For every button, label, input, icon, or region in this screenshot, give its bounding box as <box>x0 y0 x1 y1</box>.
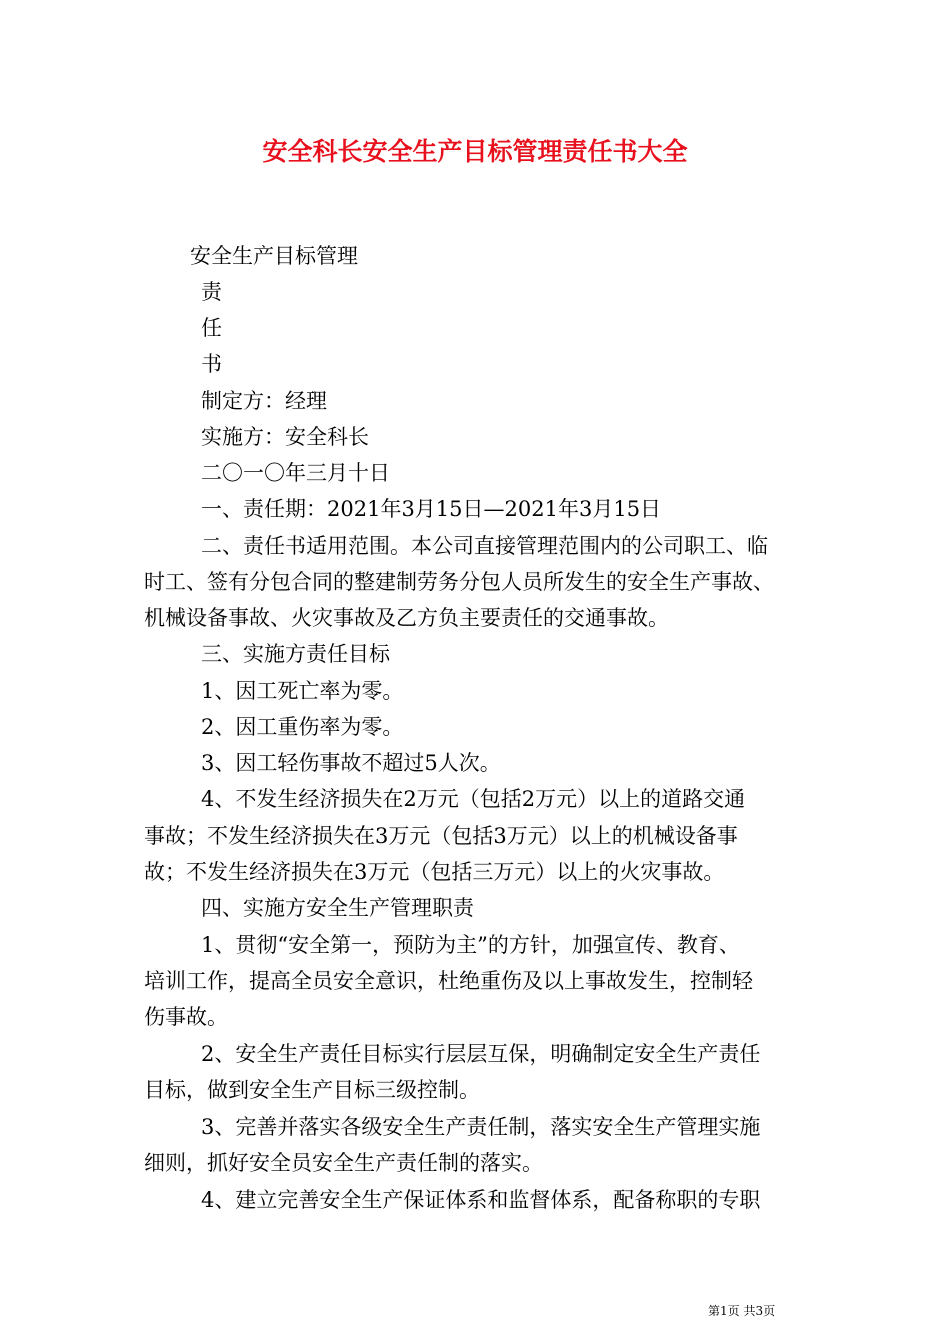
text-line: 实施方：安全科长 <box>201 425 369 449</box>
text-line: 故；不发生经济损失在3万元（包括三万元）以上的火灾事故。 <box>144 860 725 884</box>
text-line: 制定方：经理 <box>201 389 327 413</box>
page-number-footer: 第1页 共3页 <box>708 1304 776 1318</box>
text-line: 2、因工重伤率为零。 <box>201 715 404 739</box>
text-line: 3、因工轻伤事故不超过5人次。 <box>201 751 501 775</box>
text-line: 二〇一〇年三月十日 <box>201 461 390 485</box>
text-line: 4、建立完善安全生产保证体系和监督体系，配备称职的专职 <box>201 1188 761 1212</box>
text-line: 目标，做到安全生产目标三级控制。 <box>144 1078 480 1102</box>
document-title: 安全科长安全生产目标管理责任书大全 <box>262 137 688 166</box>
text-line: 4、不发生经济损失在2万元（包括2万元）以上的道路交通 <box>201 787 746 811</box>
text-line: 任 <box>201 316 222 340</box>
text-line: 1、因工死亡率为零。 <box>201 679 404 703</box>
text-line: 机械设备事故、火灾事故及乙方负主要责任的交通事故。 <box>144 606 669 630</box>
text-line: 细则，抓好安全员安全生产责任制的落实。 <box>144 1151 543 1175</box>
text-line: 四、实施方安全生产管理职责 <box>201 896 474 920</box>
text-line: 一、责任期：2021年3月15日—2021年3月15日 <box>201 497 662 521</box>
text-line: 书 <box>201 352 222 376</box>
text-line: 3、完善并落实各级安全生产责任制，落实安全生产管理实施 <box>201 1115 761 1139</box>
text-line: 责 <box>201 280 222 304</box>
text-line: 1、贯彻“安全第一，预防为主”的方针，加强宣传、教育、 <box>201 933 740 957</box>
text-line: 2、安全生产责任目标实行层层互保，明确制定安全生产责任 <box>201 1042 761 1066</box>
text-line: 培训工作，提高全员安全意识，杜绝重伤及以上事故发生，控制轻 <box>144 969 753 993</box>
text-line: 二、责任书适用范围。本公司直接管理范围内的公司职工、临 <box>201 534 768 558</box>
text-line: 三、实施方责任目标 <box>201 642 390 666</box>
text-line: 时工、签有分包合同的整建制劳务分包人员所发生的安全生产事故、 <box>144 570 774 594</box>
text-line: 安全生产目标管理 <box>190 244 358 268</box>
text-line: 伤事故。 <box>144 1005 228 1029</box>
text-line: 事故；不发生经济损失在3万元（包括3万元）以上的机械设备事 <box>144 824 738 848</box>
